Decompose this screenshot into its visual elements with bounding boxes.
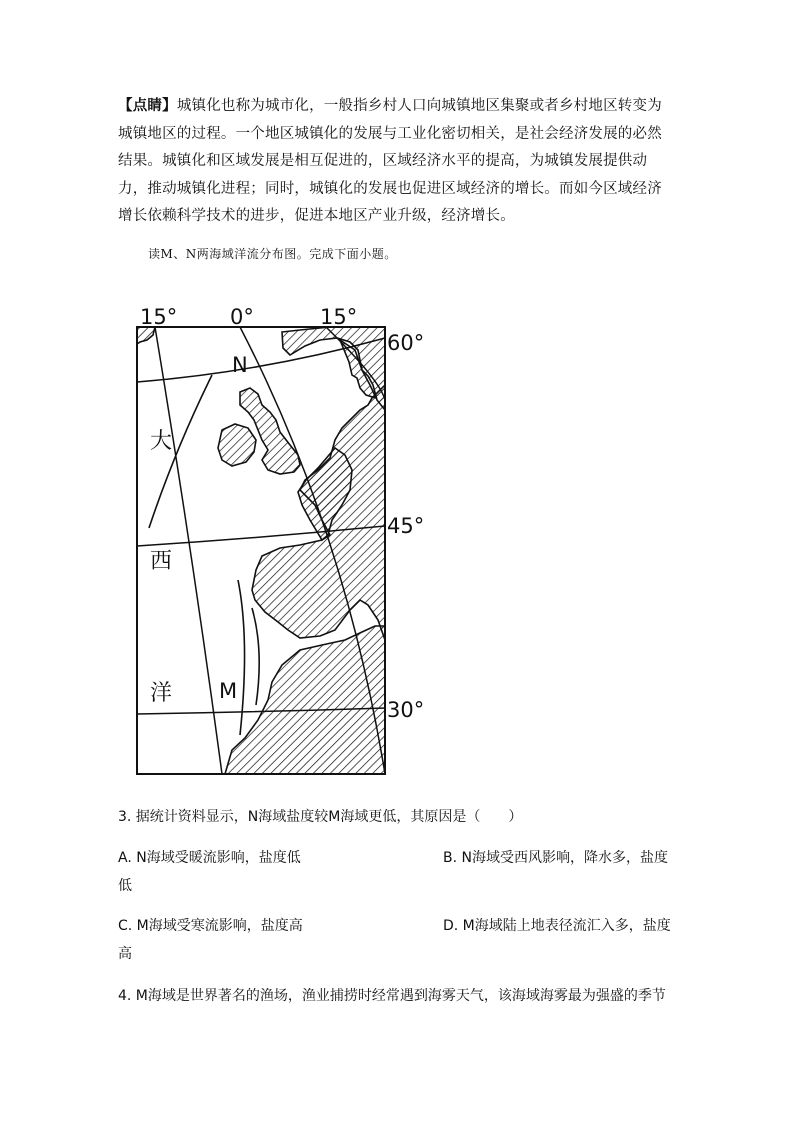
ocean-char-da: 大 <box>150 429 173 454</box>
question-3-option-c: C. M海域受寒流影响，盐度高 <box>118 918 303 934</box>
ireland-land <box>218 424 256 466</box>
commentary-text: 城镇化也称为城市化，一般指乡村人口向城镇地区集聚或者乡村地区转变为城镇地区的过程。一个地区城镇化的发展与工业化密切相关，是社会经济发展的必然结果。城镇化和区域发展是相互促进的，区域经济水平的提高，为城镇发展提供动力，推动城镇化进程；同时，城镇化的发展也促进区域经济的增长。而如今区域经济增长依赖科学技术的进步，促进本地区产业升级，经济增长。 <box>118 98 662 224</box>
question-3-option-d-continued: 高 <box>118 946 132 962</box>
commentary-paragraph <box>118 93 670 231</box>
map-intro: 读M、N两海域洋流分布图。完成下面小题。 <box>148 247 397 261</box>
question-4-stem: 4. M海域是世界著名的渔场，渔业捕捞时经常遇到海雾天气，该海域海雾最为强盛的季节 <box>118 988 666 1004</box>
lon-label-15w: 15° <box>140 305 178 329</box>
ocean-char-yang: 洋 <box>150 681 173 706</box>
current-label-n: N <box>232 353 248 377</box>
question-3-option-b: B. N海域受西风影响，降水多，盐度 <box>443 850 668 866</box>
lat-label-30: 30° <box>387 698 425 722</box>
commentary-tag: 【点睛】 <box>118 98 177 114</box>
iceland-corner-land <box>137 327 155 344</box>
question-3-option-a: A. N海域受暖流影响，盐度低 <box>118 850 301 866</box>
ocean-current-map <box>130 298 430 780</box>
lon-label-15e: 15° <box>320 305 358 329</box>
lat-label-45: 45° <box>387 514 425 538</box>
africa-land <box>225 626 385 774</box>
question-3-option-d: D. M海域陆上地表径流汇入多，盐度 <box>443 918 671 934</box>
lat-label-60: 60° <box>387 331 425 355</box>
scandinavia-land <box>282 327 385 410</box>
current-label-m: M <box>219 679 238 703</box>
question-3-option-b-continued: 低 <box>118 878 132 894</box>
ocean-char-xi: 西 <box>150 549 173 574</box>
question-3-stem: 3. 据统计资料显示，N海域盐度较M海域更低，其原因是（ ） <box>118 809 523 825</box>
current-m-right-line <box>252 608 259 705</box>
lon-label-0: 0° <box>230 305 254 329</box>
